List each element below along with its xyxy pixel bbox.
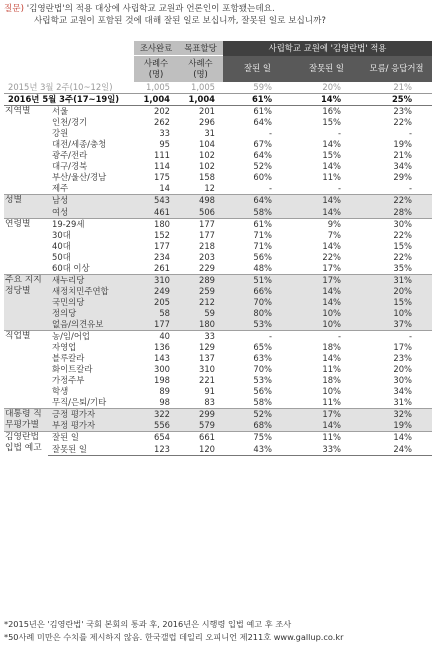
sample-target-cell: 158 [199,172,215,183]
table-row [4,353,432,364]
table-row [4,106,432,118]
row-label: 2016년 5월 3주(17~19일) [4,94,134,106]
pct-unknown-cell: 21% [393,150,413,161]
pct-unknown-cell: 15% [361,297,432,308]
sample-target-cell: 33 [178,331,223,343]
pct-unknown-cell: 17% [393,342,413,353]
pct-bad-cell: 18% [322,375,341,386]
sample-target-cell: 498 [178,195,223,207]
table-row [4,218,432,230]
row-label: 새정치민주연합 [48,286,134,297]
pct-bad-cell: 14% [292,195,361,207]
row-label: 60대 이상 [52,262,90,273]
row-label: 제주 [52,183,69,194]
row-label: 블루칼라 [52,353,85,364]
group-label: 직업별 [4,331,48,409]
table-row [4,183,432,195]
pct-unknown-cell: 34% [393,386,413,397]
results-body [4,82,432,455]
question-line-2: 사립학교 교원이 포함된 것에 대해 잘된 일로 보십니까, 잘못된 일로 보십니까? [34,16,326,26]
sample-done-cell: 111 [154,150,170,161]
pct-unknown-cell: 31% [361,274,432,286]
table-row [4,386,432,397]
pct-unknown-cell: 19% [393,139,413,150]
row-label: 새누리당 [48,274,134,286]
sample-done-cell: 152 [154,229,170,240]
pct-unknown-cell: - [361,331,432,343]
table-row [4,444,432,456]
row-label: 무직/은퇴/기타 [52,397,107,408]
pct-unknown-cell: 28% [361,207,432,219]
table-row [4,252,432,263]
sample-target-cell: 212 [178,297,223,308]
sample-done-cell: 654 [134,432,178,444]
table-row [4,94,432,106]
sample-target-cell: 218 [199,240,215,251]
sample-target-cell: 129 [199,342,215,353]
sample-target-cell: 83 [204,397,215,408]
sample-target-cell: 180 [178,319,223,331]
row-label: 가정주부 [52,375,85,386]
pct-good-cell: 67% [253,139,272,150]
pct-unknown-cell: 22% [393,251,413,262]
row-label: 19-29세 [48,218,134,230]
sample-target-cell: 102 [199,161,215,172]
pct-bad-cell: - [337,183,341,194]
row-label: 40대 [52,240,71,251]
sample-done-cell: 58 [134,308,178,319]
sample-done-cell: 556 [134,420,178,432]
table-row [4,230,432,241]
table-row [4,195,432,207]
sample-target-cell: 59 [178,308,223,319]
header-row-1 [4,41,432,56]
group-label: 성별 [4,195,48,218]
pct-unknown-cell: 20% [361,286,432,297]
group-label: 지역별 [4,106,48,195]
pct-good-cell: 58% [223,207,292,219]
table-row [4,128,432,139]
sample-done-cell: 461 [134,207,178,219]
question-text-1: '김영란법'의 적용 대상에 사립학교 교원과 언론인이 포함됐는데요. [26,4,275,14]
sample-done-cell: 262 [154,117,170,128]
pct-unknown-cell: 21% [361,82,432,94]
sample-done-cell: 114 [154,161,170,172]
pct-good-cell: 65% [253,342,272,353]
sample-target-cell: 1,005 [178,82,223,94]
pct-good-cell: 56% [253,386,272,397]
row-label: 대전/세종/충청 [52,139,107,150]
sample-done-cell: 300 [154,364,170,375]
header-sample-label-2: 사례수 [188,58,213,68]
question-label: 질문) [4,4,24,14]
row-label: 잘된 일 [48,432,134,444]
header-blank-2 [4,56,134,83]
sample-done-cell: 1,004 [134,94,178,106]
sample-done-cell: 198 [154,375,170,386]
row-label: 화이트칼라 [52,364,93,375]
pct-bad-cell: 14% [292,207,361,219]
pct-unknown-cell: 23% [393,353,413,364]
sample-target-cell: 120 [178,444,223,456]
pct-bad-cell: 11% [322,397,341,408]
header-sample-label: 사례수 [143,58,169,68]
pct-good-cell: 59% [223,82,292,94]
pct-bad-cell: 9% [292,218,361,230]
row-label: 긍정 평가자 [48,409,134,421]
table-row [4,117,432,128]
header-sample-done-label [134,56,178,83]
sample-done-cell: 14 [159,183,170,194]
pct-bad-cell: 17% [292,274,361,286]
table-row [4,308,432,319]
pct-bad-cell: 10% [322,386,341,397]
header-unit: (명) [148,69,164,79]
sample-done-cell: 1,005 [134,82,178,94]
pct-good-cell: 63% [253,353,272,364]
sample-done-cell: 89 [159,386,170,397]
sample-done-cell: 143 [154,353,170,364]
row-label: 인천/경기 [52,117,88,128]
header-blank [4,41,134,56]
sample-done-cell: 95 [159,139,170,150]
group-label: 대통령 직무평가별 [4,409,48,432]
pct-unknown-cell: 10% [361,308,432,319]
row-label: 자영업 [52,342,77,353]
pct-bad-cell: 14% [292,420,361,432]
row-label: 50대 [52,251,71,262]
sample-target-cell: 579 [178,420,223,432]
pct-bad-cell: 14% [292,94,361,106]
pct-good-cell: 56% [253,251,272,262]
row-label: 강원 [52,128,69,139]
row-label: 정의당 [48,308,134,319]
table-row [4,274,432,286]
sample-done-cell: 123 [134,444,178,456]
header-good: 잘된 일 [223,56,292,83]
header-sample-done: 조사완료 [134,41,178,56]
header-unit-2: (명) [193,69,208,79]
sample-target-cell: 104 [199,139,215,150]
pct-bad-cell: 33% [292,444,361,456]
sample-done-cell: 177 [134,319,178,331]
table-row [4,297,432,308]
sample-target-cell: 661 [178,432,223,444]
pct-bad-cell: - [292,331,361,343]
table-row [4,342,432,353]
pct-good-cell: 61% [223,94,292,106]
group-label: 연령별 [4,218,48,274]
pct-unknown-cell: 14% [361,432,432,444]
table-row [4,139,432,150]
pct-good-cell: 61% [223,106,292,118]
pct-good-cell: 71% [253,229,272,240]
pct-good-cell: 48% [253,262,272,273]
sample-done-cell: 40 [134,331,178,343]
table-row [4,432,432,444]
row-label: 광주/전라 [52,150,88,161]
sample-target-cell: 229 [199,262,215,273]
pct-unknown-cell: 34% [393,161,413,172]
pct-good-cell: 53% [253,375,272,386]
header-unknown: 모름/ 응답거절 [361,56,432,83]
pct-bad-cell: 11% [322,364,341,375]
row-label: 국민의당 [48,297,134,308]
sample-done-cell: 322 [134,409,178,421]
pct-bad-cell: 7% [327,229,341,240]
pct-good-cell: 52% [223,409,292,421]
pct-bad-cell: 11% [292,432,361,444]
results-table [4,41,432,456]
pct-good-cell: 66% [223,286,292,297]
pct-unknown-cell: - [408,128,413,139]
sample-done-cell: 249 [134,286,178,297]
pct-unknown-cell: 20% [393,364,413,375]
sample-done-cell: 261 [154,262,170,273]
sample-done-cell: 310 [134,274,178,286]
sample-target-cell: 296 [199,117,215,128]
sample-target-cell: 177 [178,218,223,230]
footnote-1: *2015년은 '김영란법' 국회 본회의 통과 후, 2016년은 시행령 입법 예고 후 조사 [4,619,292,629]
pct-unknown-cell: 29% [393,172,413,183]
pct-unknown-cell: 25% [361,94,432,106]
pct-good-cell: - [268,128,272,139]
table-row [4,172,432,183]
pct-unknown-cell: 24% [361,444,432,456]
row-label: 잘못된 일 [48,444,134,456]
sample-target-cell: 289 [178,274,223,286]
sample-done-cell: 175 [154,172,170,183]
pct-unknown-cell: 22% [361,195,432,207]
pct-bad-cell: 14% [292,297,361,308]
question-line-1 [4,3,432,15]
row-label: 남성 [48,195,134,207]
row-label: 부산/울산/경남 [52,172,107,183]
pct-bad-cell: 16% [292,106,361,118]
pct-good-cell: 71% [253,240,272,251]
row-label: 부정 평가자 [48,420,134,432]
pct-unknown-cell: 15% [393,240,413,251]
sample-target-cell: 221 [199,375,215,386]
pct-bad-cell: 17% [292,409,361,421]
table-row [4,150,432,161]
table-row [4,420,432,432]
row-label: 농/임/어업 [48,331,134,343]
sample-target-cell: 137 [199,353,215,364]
table-row [4,331,432,343]
pct-good-cell: - [223,331,292,343]
row-label: 서울 [48,106,134,118]
sample-done-cell: 202 [134,106,178,118]
sample-target-cell: 91 [204,386,215,397]
row-label: 없음/의견유보 [48,319,134,331]
pct-unknown-cell: 35% [393,262,413,273]
pct-bad-cell: - [337,128,341,139]
pct-unknown-cell: 30% [393,375,413,386]
table-row [4,161,432,172]
sample-done-cell: 136 [154,342,170,353]
table-row [4,364,432,375]
row-label: 학생 [52,386,69,397]
sample-done-cell: 543 [134,195,178,207]
pct-good-cell: 68% [223,420,292,432]
table-row [4,319,432,331]
table-row [4,82,432,94]
pct-good-cell: 53% [223,319,292,331]
pct-bad-cell: 11% [322,172,341,183]
row-label: 여성 [48,207,134,219]
pct-bad-cell: 22% [322,251,341,262]
group-label: 김영란법 입법 예고 [4,432,48,455]
sample-target-cell: 203 [199,251,215,262]
table-row [4,409,432,421]
sample-done-cell: 177 [154,240,170,251]
row-label: 30대 [52,229,71,240]
sample-target-cell: 310 [199,364,215,375]
pct-good-cell: 70% [253,364,272,375]
row-label: 대구/경북 [52,161,88,172]
sample-target-cell: 506 [178,207,223,219]
sample-target-cell: 102 [199,150,215,161]
pct-unknown-cell: 23% [361,106,432,118]
pct-bad-cell: 15% [322,117,341,128]
sample-target-cell: 201 [178,106,223,118]
pct-good-cell: 80% [223,308,292,319]
sample-target-cell: 31 [204,128,215,139]
pct-unknown-cell: 22% [393,229,413,240]
table-row [4,375,432,386]
pct-unknown-cell: 37% [361,319,432,331]
pct-bad-cell: 14% [322,161,341,172]
pct-good-cell: 58% [253,397,272,408]
pct-unknown-cell: 19% [361,420,432,432]
pct-unknown-cell: 31% [393,397,413,408]
pct-good-cell: 70% [223,297,292,308]
header-sample-target-label [178,56,223,83]
pct-good-cell: 43% [223,444,292,456]
pct-good-cell: 52% [253,161,272,172]
table-row [4,263,432,275]
pct-unknown-cell: 30% [361,218,432,230]
header-group-title: 사립학교 교원에 '김영란법' 적용 [223,41,432,56]
pct-bad-cell: 14% [322,240,341,251]
group-label: 주요 지지정당별 [4,274,48,330]
pct-bad-cell: 17% [322,262,341,273]
sample-done-cell: 205 [134,297,178,308]
pct-unknown-cell: 22% [393,117,413,128]
sample-target-cell: 177 [199,229,215,240]
header-bad: 잘못된 일 [292,56,361,83]
row-label: 2015년 3월 2주(10~12일) [4,82,134,94]
pct-bad-cell: 15% [322,150,341,161]
pct-bad-cell: 20% [292,82,361,94]
pct-unknown-cell: - [408,183,413,194]
pct-good-cell: 60% [253,172,272,183]
sample-target-cell: 259 [178,286,223,297]
pct-unknown-cell: 32% [361,409,432,421]
footnotes [4,618,432,643]
pct-bad-cell: 18% [322,342,341,353]
sample-done-cell: 234 [154,251,170,262]
pct-good-cell: 51% [223,274,292,286]
pct-good-cell: - [268,183,272,194]
sample-target-cell: 1,004 [178,94,223,106]
table-row [4,397,432,409]
header-row-2 [4,56,432,83]
pct-bad-cell: 14% [292,286,361,297]
pct-good-cell: 64% [253,150,272,161]
pct-good-cell: 75% [223,432,292,444]
pct-good-cell: 64% [253,117,272,128]
pct-good-cell: 64% [223,195,292,207]
footnote-2: *50사례 미만은 수치를 제시하지 않음. 한국갤럽 데일리 오피니언 제211호 www.gallup.co.kr [4,631,344,642]
sample-done-cell: 33 [159,128,170,139]
pct-bad-cell: 14% [322,139,341,150]
sample-done-cell: 180 [134,218,178,230]
pct-bad-cell: 10% [292,319,361,331]
sample-done-cell: 98 [159,397,170,408]
pct-bad-cell: 14% [322,353,341,364]
sample-target-cell: 12 [204,183,215,194]
table-row [4,241,432,252]
question-block [4,3,432,27]
header-sample-target: 목표할당 [178,41,223,56]
pct-bad-cell: 10% [292,308,361,319]
table-row [4,286,432,297]
table-row [4,207,432,219]
sample-target-cell: 299 [178,409,223,421]
pct-good-cell: 61% [223,218,292,230]
